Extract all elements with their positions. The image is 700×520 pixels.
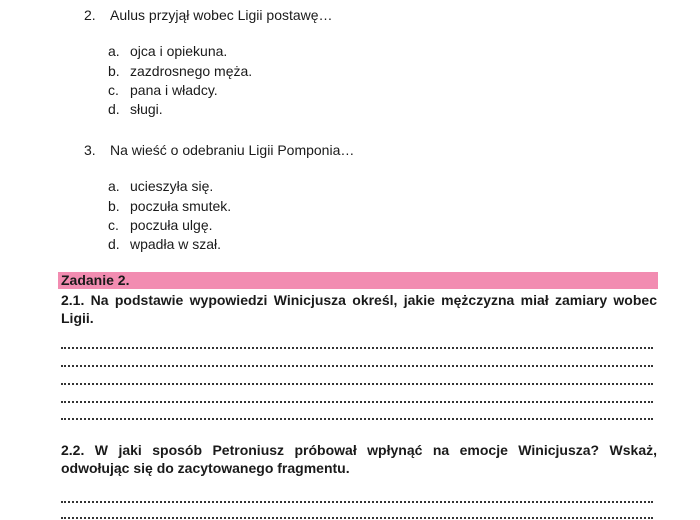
section-header: Zadanie 2. xyxy=(61,272,130,288)
task-2-1: 2.1. Na podstawie wypowiedzi Winicjusza określ, jakie mężczyzna miał zamiary wobec Ligii. xyxy=(61,292,657,326)
question-3-option-d[interactable] xyxy=(108,235,221,253)
question-3-option-b[interactable] xyxy=(108,197,231,215)
answer-line[interactable] xyxy=(61,364,653,367)
option-text: poczuła ulgę. xyxy=(130,217,213,233)
section-header-highlight xyxy=(58,272,658,289)
question-2 xyxy=(84,6,333,24)
question-3-option-a[interactable] xyxy=(108,177,213,195)
question-text: Aulus przyjął wobec Ligii postawę… xyxy=(110,7,333,23)
option-text: zazdrosnego męża. xyxy=(130,63,253,79)
option-letter: b. xyxy=(108,63,120,79)
question-3-option-c[interactable] xyxy=(108,216,213,234)
answer-line[interactable] xyxy=(61,400,653,403)
option-text: poczuła smutek. xyxy=(130,198,232,214)
option-text: wpadła w szał. xyxy=(130,236,222,252)
option-letter: b. xyxy=(108,198,120,214)
question-2-option-d[interactable] xyxy=(108,100,163,118)
option-letter: d. xyxy=(108,236,120,252)
question-number: 2. xyxy=(84,7,96,23)
option-letter: c. xyxy=(108,82,119,98)
answer-line[interactable] xyxy=(61,346,653,349)
answer-line[interactable] xyxy=(61,382,653,385)
question-number: 3. xyxy=(84,142,96,158)
question-2-option-b[interactable] xyxy=(108,62,252,80)
option-letter: d. xyxy=(108,101,120,117)
task-2-2: 2.2. W jaki sposób Petroniusz próbował wpłynąć na emocje Winicjusza? Wskaż, odwołując się do zacytowanego fragmentu. xyxy=(61,442,657,476)
option-text: sługi. xyxy=(130,101,163,117)
answer-line[interactable] xyxy=(61,417,653,420)
option-text: pana i władcy. xyxy=(130,82,218,98)
option-letter: a. xyxy=(108,178,120,194)
question-2-option-c[interactable] xyxy=(108,81,218,99)
option-text: ucieszyła się. xyxy=(130,178,214,194)
option-letter: a. xyxy=(108,43,120,59)
answer-line[interactable] xyxy=(61,516,653,519)
answer-line[interactable] xyxy=(61,500,653,503)
option-letter: c. xyxy=(108,217,119,233)
question-2-option-a[interactable] xyxy=(108,42,227,60)
question-text: Na wieść o odebraniu Ligii Pomponia… xyxy=(110,142,355,158)
option-text: ojca i opiekuna. xyxy=(130,43,228,59)
question-3 xyxy=(84,141,354,159)
